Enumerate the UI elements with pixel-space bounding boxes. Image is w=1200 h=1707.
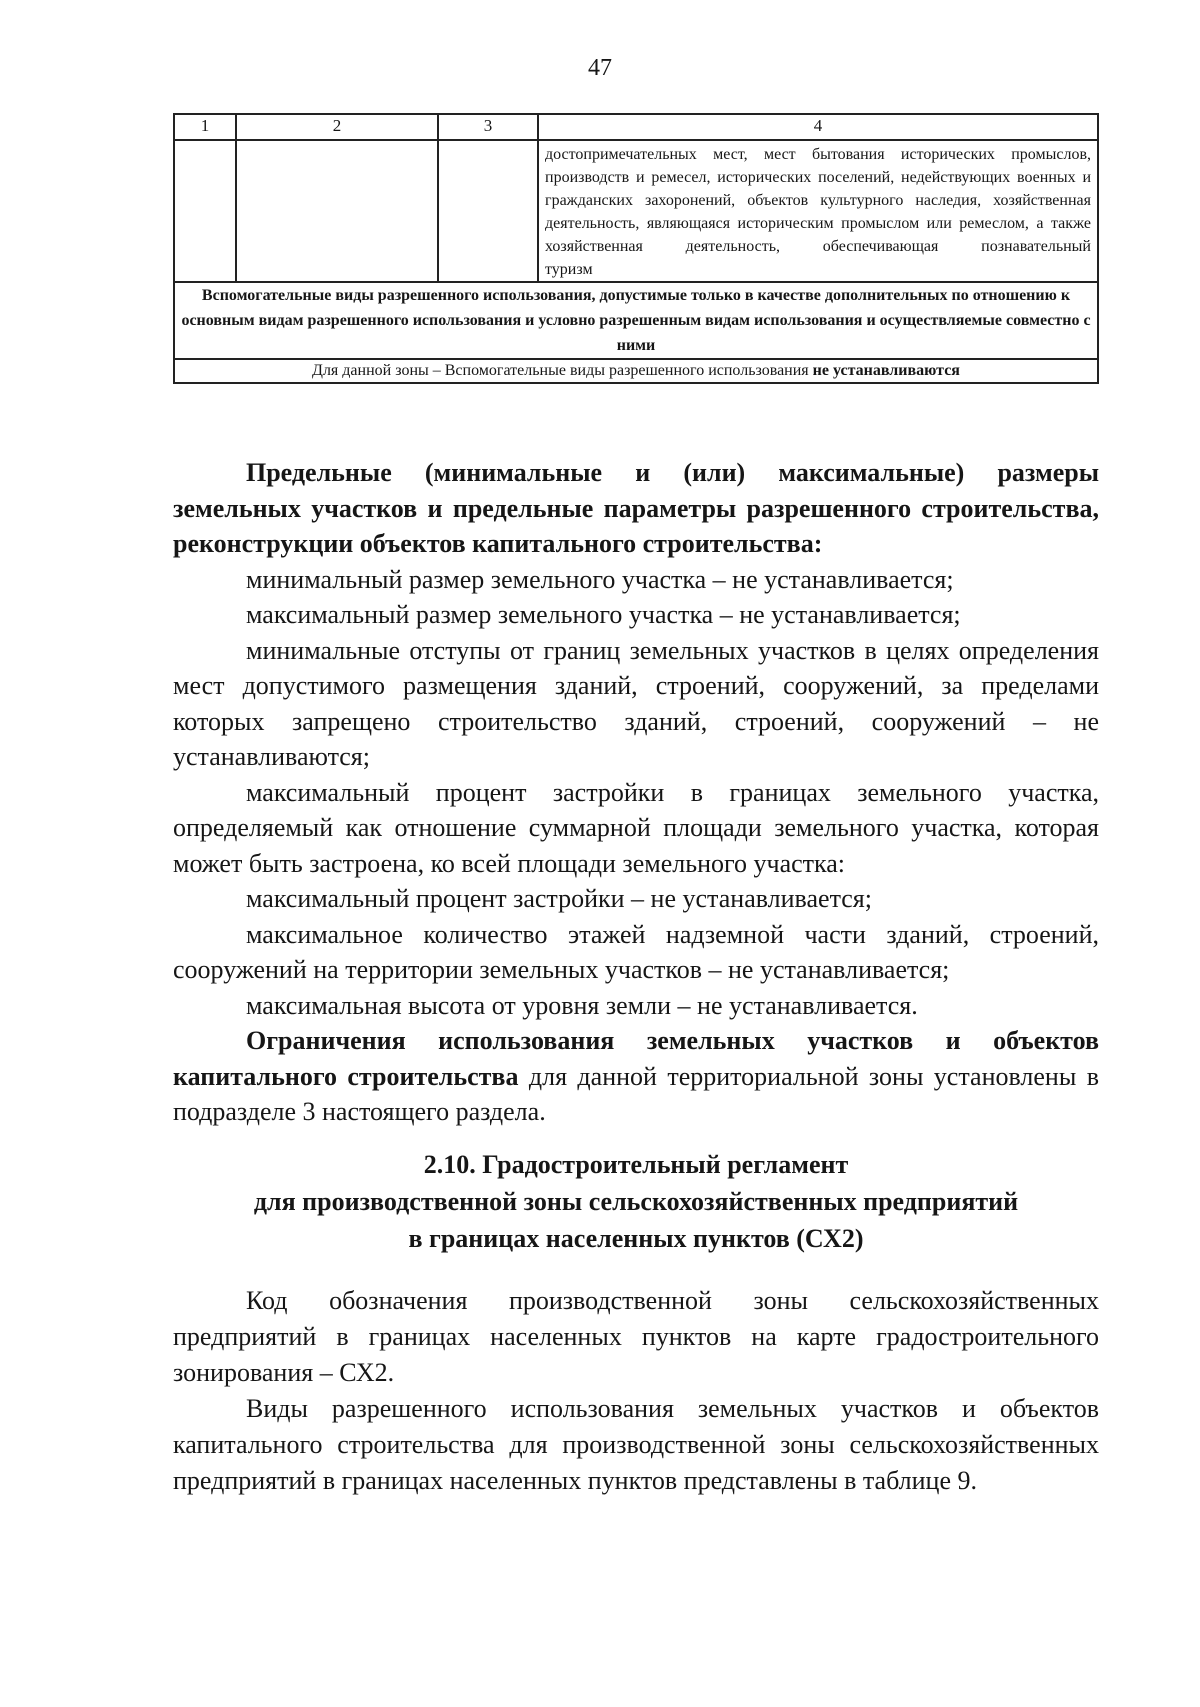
table-cell-description xyxy=(538,140,1098,282)
limits-item: максимальная высота от уровня земли – не устанавливается. xyxy=(246,990,918,1020)
description-text-last: туризм xyxy=(545,261,593,278)
table-header-col-2: 2 xyxy=(236,114,438,140)
table-header-col-4: 4 xyxy=(538,114,1098,140)
table-header-row xyxy=(174,114,1098,140)
restrictions-paragraph xyxy=(173,1023,1099,1130)
zone-code-paragraph: Код обозначения производственной зоны сельскохозяйственных предприятий в границах населенных пунктов на карте градостроительного зонирования – СХ2. xyxy=(173,1286,1099,1387)
restrictions-bold: Ограничения использования земельных участков и объектов капитального строительства xyxy=(173,1026,1099,1091)
table-cell-empty xyxy=(236,140,438,282)
land-use-table xyxy=(173,113,1099,384)
limits-section xyxy=(173,455,1099,1130)
page-number: 47 xyxy=(588,55,612,81)
limits-item: максимальный процент застройки – не устанавливается; xyxy=(246,884,872,913)
section-title xyxy=(173,1146,1099,1257)
table-row xyxy=(174,359,1098,383)
auxiliary-uses-title: Вспомогательные виды разрешенного использования, допустимые только в качестве дополнительных по отношению к основным видам разрешенного использования и условно разрешенным видам использования и осуществляемые совместно с ними xyxy=(174,282,1098,359)
table-row xyxy=(174,140,1098,282)
limits-item: максимальный процент застройки в границах земельного участка, определяемый как отношение суммарной площади земельного участка, которая может быть застроена, ко всей площади земельного участка: xyxy=(173,777,1099,878)
limits-item: минимальные отступы от границ земельных участков в целях определения мест допустимого размещения зданий, строений, сооружений, за пределами которых запрещено строительство зданий, строений, сооружений – не устанавливаются; xyxy=(173,635,1099,771)
section-title-line-1: 2.10. Градостроительный регламент xyxy=(423,1150,849,1179)
table-header-col-3: 3 xyxy=(438,114,538,140)
section-title-line-2: для производственной зоны сельскохозяйственных предприятий xyxy=(253,1187,1019,1216)
table-cell-empty xyxy=(438,140,538,282)
limits-item: максимальное количество этажей надземной части зданий, строений, сооружений на территории земельных участков – не устанавливается; xyxy=(173,919,1099,984)
auxiliary-uses-note-bold: не устанавливаются xyxy=(812,362,960,379)
table-reference-paragraph: Виды разрешенного использования земельных участков и объектов капитального строительства для производственной зоны сельскохозяйственных предприятий в границах населенных пунктов представлены в таблице 9. xyxy=(173,1394,1099,1495)
auxiliary-uses-note-text: Для данной зоны – Вспомогательные виды разрешенного использования xyxy=(312,362,809,379)
restrictions-text: для данной территориальной зоны установлены в подразделе 3 настоящего раздела. xyxy=(173,1061,1099,1126)
section-title-line-3: в границах населенных пунктов (СХ2) xyxy=(408,1224,864,1253)
section-body xyxy=(173,1283,1099,1499)
description-text: достопримечательных мест, мест бытования исторических промыслов, производств и ремесел, исторических поселений, недействующих военных и гражданских захоронений, объектов культурного наследия, хозяйственная деятельность, являющаяся историческим промыслом или ремеслом, а также хозяйственная деятельность, обеспечивающая познавательный xyxy=(545,146,1091,255)
table-header-col-1: 1 xyxy=(174,114,236,140)
limits-heading: Предельные (минимальные и (или) максимальные) размеры земельных участков и предельные параметры разрешенного строительства, реконструкции объектов капитального строительства: xyxy=(173,458,1099,558)
auxiliary-uses-note xyxy=(174,359,1098,383)
table-cell-empty xyxy=(174,140,236,282)
limits-item: максимальный размер земельного участка – не устанавливается; xyxy=(246,600,961,629)
limits-item: минимальный размер земельного участка – не устанавливается; xyxy=(246,564,954,594)
table-row xyxy=(174,282,1098,359)
